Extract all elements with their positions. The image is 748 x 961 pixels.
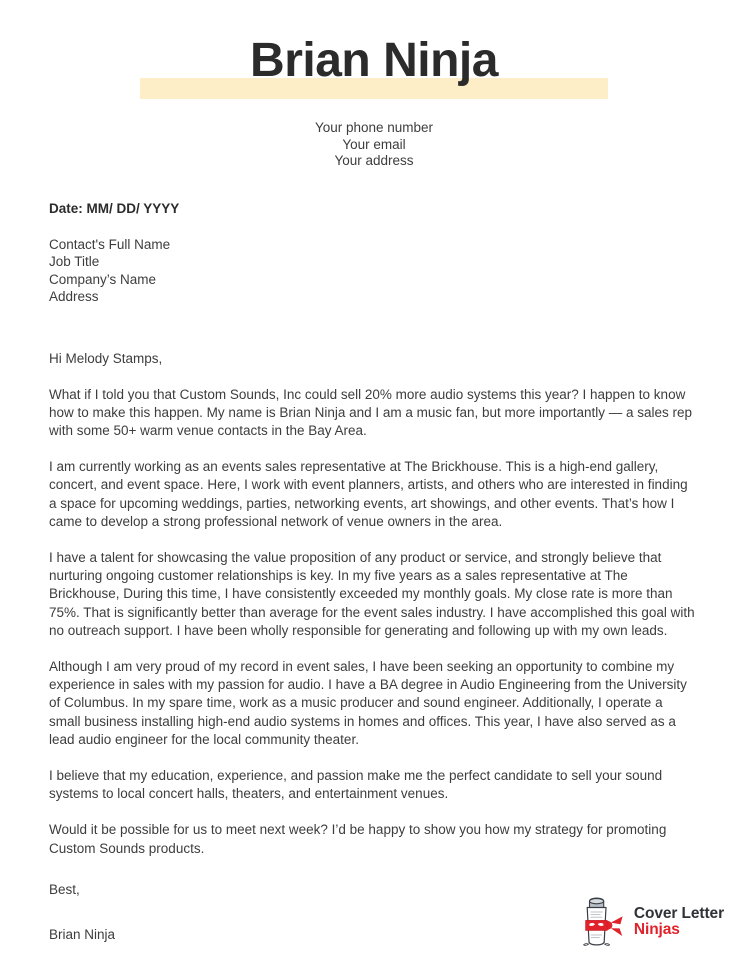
letter-paragraph: What if I told you that Custom Sounds, Inc could sell 20% more audio systems this year? I happen to know how to make this happen. My name is Brian Ninja and I am a music fan, but more importantly — a sales rep with some 50+ warm venue contacts in the Bay Area. bbox=[49, 386, 693, 438]
brand-name-line2: Ninjas bbox=[633, 921, 680, 938]
letter-paragraph: Would it be possible for us to meet next week? I’d be happy to show you how my strategy for promoting Custom Sounds products. bbox=[49, 822, 667, 856]
date-line: Date: MM/ DD/ YYYY bbox=[49, 200, 180, 216]
ninja-scroll-icon bbox=[579, 897, 625, 947]
contact-phone: Your phone number bbox=[314, 120, 434, 135]
brand-logo-text bbox=[634, 906, 724, 938]
recipient-block bbox=[49, 236, 697, 306]
letter-header bbox=[0, 0, 748, 170]
signature-line: Brian Ninja bbox=[49, 926, 116, 942]
brand-logo bbox=[579, 897, 724, 947]
page-title: Brian Ninja bbox=[250, 34, 498, 87]
sender-contact-block bbox=[0, 120, 748, 170]
contact-address: Your address bbox=[334, 153, 414, 168]
letter-body bbox=[0, 200, 748, 944]
recipient-job-title: Job Title bbox=[49, 254, 100, 269]
letter-paragraph: I am currently working as an events sales representative at The Brickhouse. This is a high-end gallery, concert, and event space. Here, I work with event planners, artists, and others who are interested in finding a space for upcoming weddings, parties, networking events, art showings, and other events. That’s how I came to develop a strong professional network of venue owners in the area. bbox=[49, 459, 688, 529]
closing-line: Best, bbox=[49, 881, 80, 897]
recipient-name: Contact's Full Name bbox=[49, 236, 171, 252]
letter-paragraph: Although I am very proud of my record in event sales, I have been seeking an opportunity to combine my experience in sales with my passion for audio. I have a BA degree in Audio Engineering from the University of Columbus. In my spare time, work as a music producer and sound engineer. Additionally, I operate a small business installing high-end audio systems in homes and offices. This year, I have also served as a lead audio engineer for the local community theater. bbox=[49, 658, 687, 747]
salutation: Hi Melody Stamps, bbox=[49, 350, 163, 366]
letter-paragraph: I have a talent for showcasing the value proposition of any product or service, and strongly believe that nurturing ongoing customer relationships is key. In my five years as a sales representative at The Brickhouse, During this time, I have consistently exceeded my monthly goals. My close rate is more than 75%. That is significantly better than average for the event sales industry. I have accomplished this goal with no outreach support. I have been wholly responsible for generating and following up with my own leads. bbox=[49, 549, 695, 638]
recipient-company: Company’s Name bbox=[49, 271, 157, 287]
contact-email: Your email bbox=[342, 136, 406, 152]
letter-paragraph: I believe that my education, experience, and passion make me the perfect candidate to sell your sound systems to local concert halls, theaters, and entertainment venues. bbox=[49, 767, 663, 802]
name-heading-wrap bbox=[0, 30, 748, 100]
recipient-address: Address bbox=[49, 289, 99, 304]
brand-name-line1: Cover Letter bbox=[633, 904, 724, 922]
